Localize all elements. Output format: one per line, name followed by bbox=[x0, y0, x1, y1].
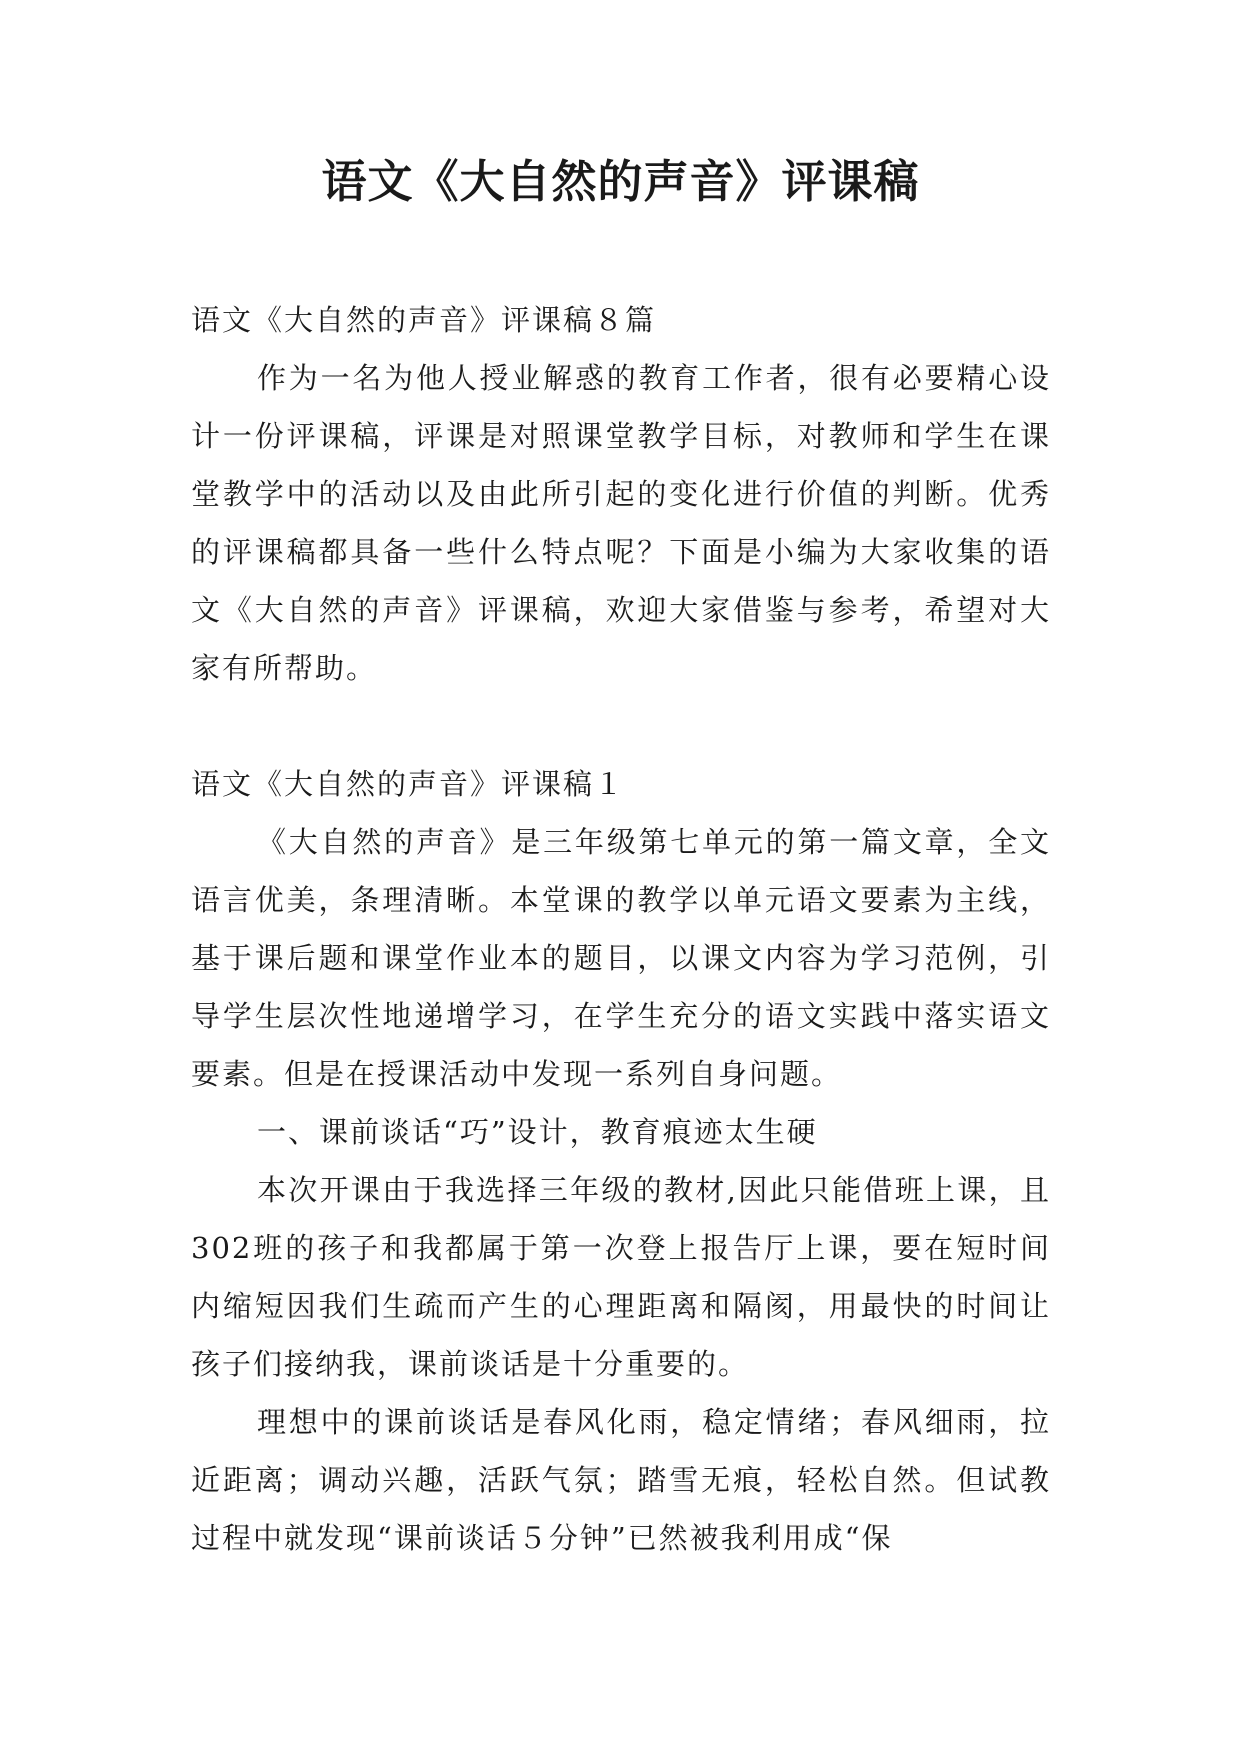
paragraph-gap bbox=[191, 697, 1051, 755]
document-title: 语文《大自然的声音》评课稿 bbox=[321, 155, 920, 208]
section-paragraph: 理想中的课前谈话是春风化雨，稳定情绪；春风细雨，拉近距离；调动兴趣，活跃气氛；踏雪无痕，轻松自然。但试教过程中就发现“课前谈话５分钟”已然被我利用成“保 bbox=[191, 1405, 1051, 1555]
document-subtitle: 语文《大自然的声音》评课稿８篇 bbox=[191, 303, 657, 337]
section-paragraph: 本次开课由于我选择三年级的教材,因此只能借班上课，且302班的孩子和我都属于第一次登上报告厅上课，要在短时间内缩短因我们生疏而产生的心理距离和隔阂，用最快的时间让孩子们接纳我，课前谈话是十分重要的。 bbox=[191, 1173, 1051, 1381]
document-body bbox=[191, 291, 1051, 1567]
section-heading: 语文《大自然的声音》评课稿１ bbox=[191, 767, 626, 801]
intro-paragraph: 作为一名为他人授业解惑的教育工作者，很有必要精心设计一份评课稿，评课是对照课堂教学目标，对教师和学生在课堂教学中的活动以及由此所引起的变化进行价值的判断。优秀的评课稿都具备一些什么特点呢？下面是小编为大家收集的语文《大自然的声音》评课稿，欢迎大家借鉴与参考，希望对大家有所帮助。 bbox=[191, 361, 1051, 685]
section-point-heading: 一、课前谈话“巧”设计，教育痕迹太生硬 bbox=[257, 1115, 818, 1149]
section-paragraph: 《大自然的声音》是三年级第七单元的第一篇文章，全文语言优美，条理清晰。本堂课的教学以单元语文要素为主线，基于课后题和课堂作业本的题目，以课文内容为学习范例，引导学生层次性地递增学习，在学生充分的语文实践中落实语文要素。但是在授课活动中发现一系列自身问题。 bbox=[191, 825, 1051, 1091]
